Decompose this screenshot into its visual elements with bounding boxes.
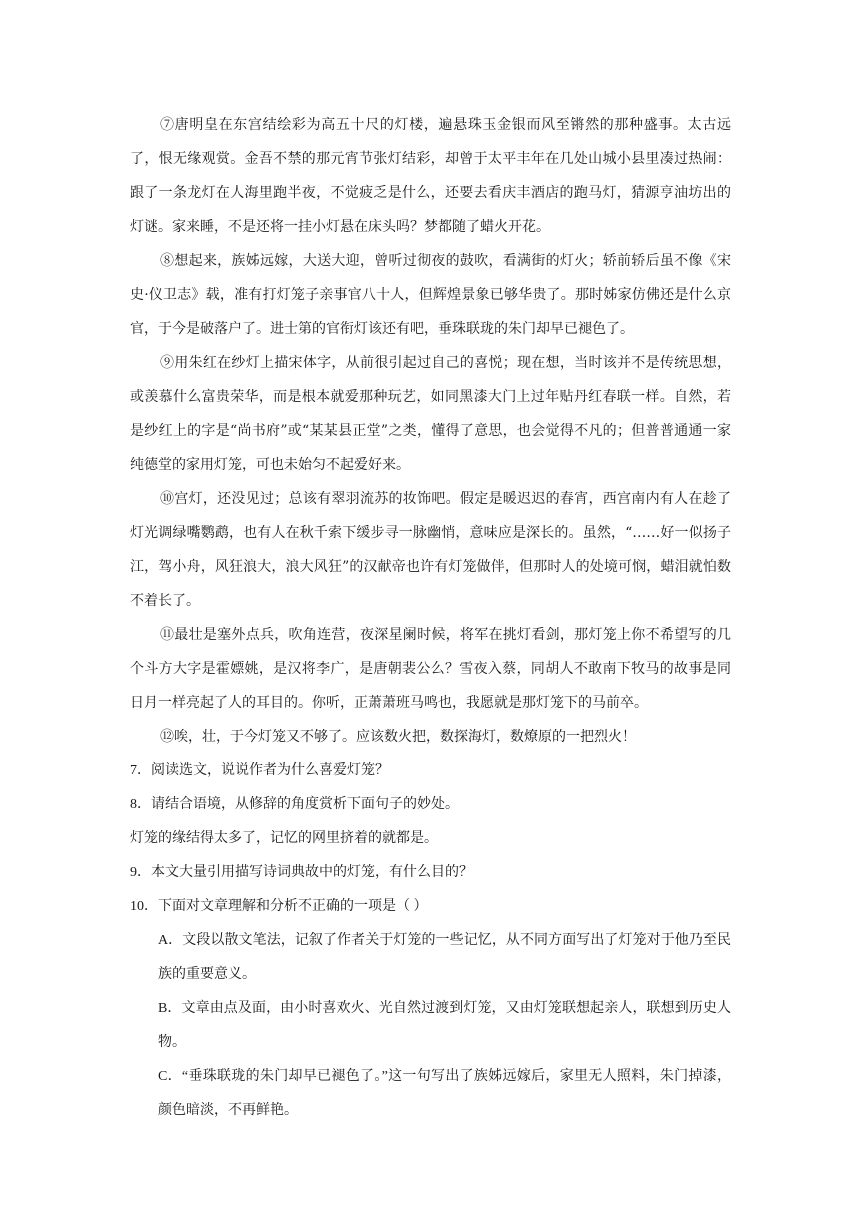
- question-8-sentence: 灯笼的缘结得太多了，记忆的网里挤着的就都是。: [130, 831, 438, 846]
- question-10-option-c: C．“垂珠联珑的朱门却早已褪色了。”这一句写出了族姊远嫁后，家里无人照料，朱门掉漆，颜色暗淡，不再鲜艳。: [158, 1069, 731, 1118]
- passage-paragraph-9: ⑨用朱红在纱灯上描宋体字，从前很引起过自己的喜悦；现在想，当时该并不是传统思想，或羡慕什么富贵荣华，而是根本就爱那种玩艺，如同黑漆大门上过年贴丹红春联一样。自然，若是纱红上的字是“尚书府”或“某某县正堂”之类，懂得了意思，也会觉得不凡的；但普普通通一家纯德堂的家用灯笼，可也未始匀不起爱好来。: [130, 355, 731, 473]
- question-10: 10．下面对文章理解和分析不正确的一项是（ ）: [130, 899, 428, 914]
- question-10-option-b: B．文章由点及面，由小时喜欢火、光自然过渡到灯笼，又由灯笼联想起亲人，联想到历史人物。: [158, 1001, 731, 1050]
- passage-paragraph-12: ⑫唉，壮，于今灯笼又不够了。应该数火把，数探海灯，数燎原的一把烈火！: [160, 729, 636, 745]
- question-8: 8．请结合语境，从修辞的角度赏析下面句子的妙处。: [130, 797, 459, 812]
- question-10-option-a: A．文段以散文笔法，记叙了作者关于灯笼的一些记忆，从不同方面写出了灯笼对于他乃至民族的重要意义。: [158, 933, 731, 982]
- question-7: 7．阅读选文，说说作者为什么喜爱灯笼？: [130, 763, 389, 778]
- question-9: 9．本文大量引用描写诗词典故中的灯笼，有什么目的？: [130, 865, 473, 880]
- passage-paragraph-8: ⑧想起来，族姊远嫁，大送大迎，曾听过彻夜的鼓吹，看满街的灯火；轿前轿后虽不像《宋史·仪卫志》载，准有打灯笼子亲事官八十人，但辉煌景象已够华贵了。那时姊家仿佛还是什么京官，于今是破落户了。进士第的官衔灯该还有吧，垂珠联珑的朱门却早已褪色了。: [130, 253, 731, 337]
- passage-paragraph-10: ⑩宫灯，还没见过；总该有翠羽流苏的妆饰吧。假定是暖迟迟的春宵，西宫南内有人在趁了灯光调绿嘴鹦鹉，也有人在秋千索下缓步寻一脉幽悄，意味应是深长的。虽然，“……好一似扬子江，驾小舟，风狂浪大，浪大风狂”的汉献帝也许有灯笼做伴，但那时人的处境可悯，蜡泪就怕数不着长了。: [130, 491, 731, 609]
- document-content: [130, 108, 731, 1128]
- passage-paragraph-11: ⑪最壮是塞外点兵，吹角连营，夜深星阑时候，将军在挑灯看剑，那灯笼上你不希望写的几个斗方大字是霍嫖姚，是汉将李广，是唐朝裴公么？雪夜入蔡，同胡人不敢南下牧马的故事是同日月一样亮起了人的耳目的。你听，正萧萧班马鸣也，我愿就是那灯笼下的马前卒。: [130, 627, 731, 711]
- passage-paragraph-7: ⑦唐明皇在东宫结绘彩为高五十尺的灯楼，遍悬珠玉金银而风至锵然的那种盛事。太古远了，恨无缘观赏。金吾不禁的那元宵节张灯结彩，却曾于太平丰年在几处山城小县里凑过热闹：跟了一条龙灯在人海里跑半夜，不觉疲乏是什么，还要去看庆丰酒店的跑马灯，猜源亨油坊出的灯谜。家来睡，不是还将一挂小灯悬在床头吗？梦都随了蜡火开花。: [130, 117, 731, 235]
